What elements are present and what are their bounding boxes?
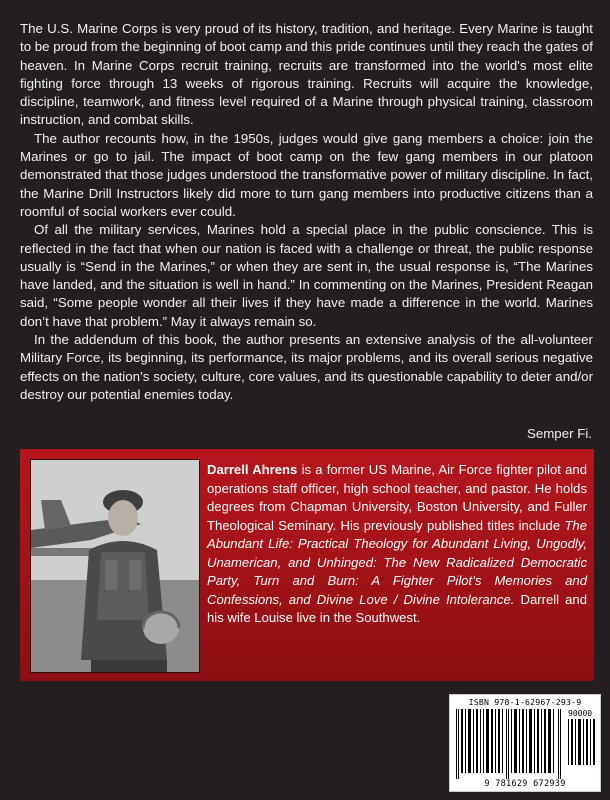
price-code: 90000: [568, 709, 593, 718]
author-bio: [207, 461, 587, 628]
author-bio-panel: [20, 449, 594, 681]
back-cover-blurb: [20, 20, 593, 404]
signoff: Semper Fi.: [526, 426, 592, 441]
author-photo: [30, 459, 200, 673]
bio-titles: The Abundant Life: Practical Theology for Abundant Living, Ungodly, Unamerican, and Unhinged: The New Radicalized Democratic Party, Turn and Burn: A Fighter Pilot’s Memories and Confessions, and Divine Love / Divine Intolerance.: [207, 517, 587, 607]
blurb-paragraph: In the addendum of this book, the author presents an extensive analysis of the all-volunteer Military Force, its beginning, its performance, its major problems, and its overall serious negative effects on the nation’s society, culture, core values, and its questionable capability to deter and/or destroy our potential enemies today.: [20, 332, 593, 402]
author-name: Darrell Ahrens: [207, 462, 298, 477]
isbn-barcode: [449, 694, 601, 792]
isbn-label: ISBN 978-1-62967-293-9: [468, 697, 582, 707]
blurb-paragraph: The author recounts how, in the 1950s, judges would give gang members a choice: join the Marines or go to jail. The impact of boot camp on the few gang members in our platoon demonstrated that those judges understood the transformative power of military discipline. In fact, the Marine Drill Instructors likely did more to turn gang members into productive citizens than a roomful of social workers ever could.: [20, 130, 593, 219]
barcode-bars: [454, 709, 566, 779]
barcode-digits: 9 781629 672939: [484, 779, 566, 789]
bio-text-end: Darrell and his wife Louise live in the Southwest.: [207, 591, 588, 625]
blurb-paragraph: The U.S. Marine Corps is very proud of its history, tradition, and heritage. Every Marine is taught to be proud from the beginning of boot camp and this pride continues until they reach the gates of heaven. In Marine Corps recruit training, recruits are transformed into the world's most elite fighting force through 13 weeks of rigorous training. Recruits will acquire the knowledge, discipline, teamwork, and fitness level required of a Marine through physical training, classroom instruction, and combat skills.: [20, 21, 593, 128]
price-bars: [568, 719, 596, 765]
blurb-paragraph: Of all the military services, Marines hold a special place in the public conscience. This is reflected in the fact that when our nation is faced with a challenge or threat, the public response usually is “Send in the Marines,” or when they are sent in, the usual response is, “The Marines have landed, and the situation is well in hand.” In commenting on the Marines, President Reagan said, “Some people wonder all their lives if they have made a difference in the world. Marines don’t have that problem.” May it always remain so.: [20, 222, 593, 329]
bio-text: is a former US Marine, Air Force fighter pilot and operations staff officer, high school teacher, and pastor. He holds degrees from Chapman University, Boston University, and Fuller Theological Seminary. His previously published titles include: [207, 462, 587, 533]
author-photo-illustration: [31, 460, 199, 672]
